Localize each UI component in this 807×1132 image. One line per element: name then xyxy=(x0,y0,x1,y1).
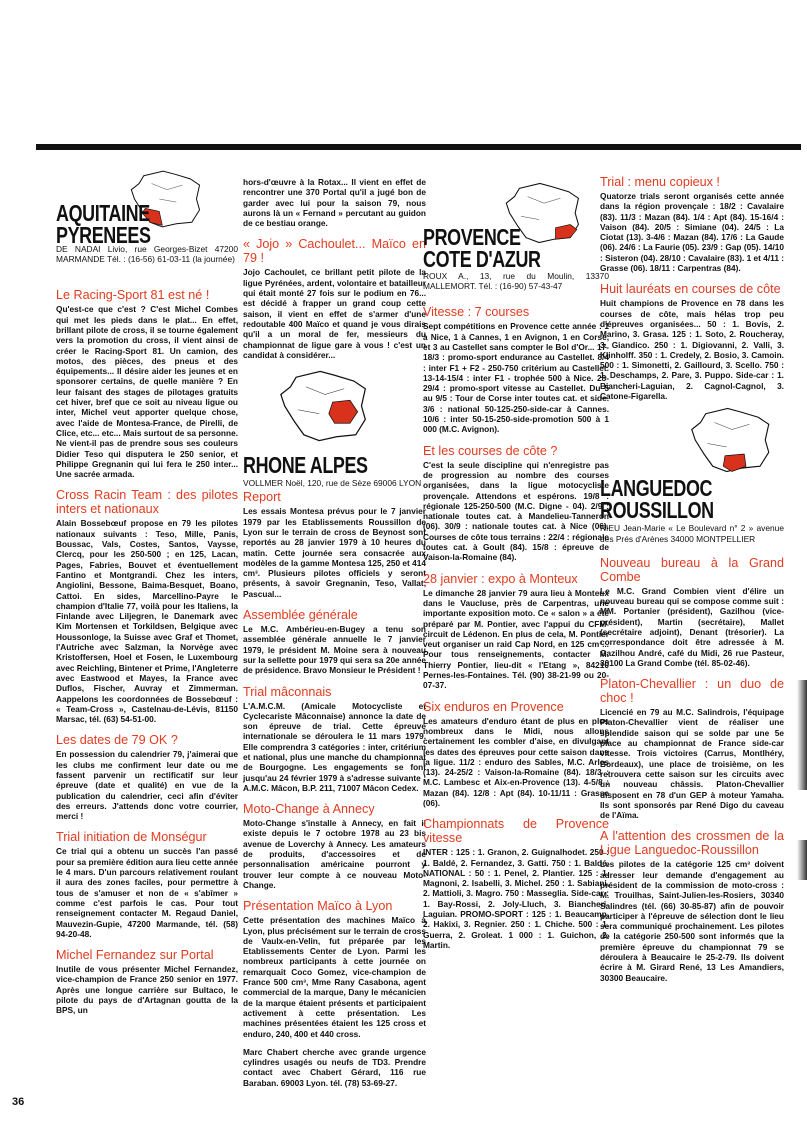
article-body: Le M.C. Ambérieu-en-Bugey a tenu son assemblée générale annuelle le 7 janvier 1979, le président M. Moine sera à nouveau sur la sellette pour 1979 qui sera sa 20e année de présidence. Bravo Monsieur le Président ! xyxy=(243,624,426,676)
article-title: A l'attention des crossmen de la Ligue Languedoc-Roussillon xyxy=(600,829,784,858)
article-title: Les dates de 79 OK ? xyxy=(56,733,178,748)
region-block-provence xyxy=(423,150,609,272)
article-body: Huit champions de Provence en 78 dans les courses de côte, mais hélas trop peu d'épreuves organisées... 50 : 1. Bovis, 2. Marino, 3. Grasa. 125 : 1. Soto, 2. Roucheray, 3. Giandico. 250 : 1. Digiovanni, 2. Valli, 3. Klinholff. 350 : 1. Credely, 2. Bosio, 3. Camoin. 500 : 1. Simonetti, 2. Gaillourd, 3. Scello. 750 : 1. Deschamps, 2. Pare, 3. Puppo. Side-car : 1. Biancheri-Laguian, 2. Cagnol-Cagnol, 3. Catone-Figarella. xyxy=(600,298,784,402)
article-title: Report xyxy=(243,490,281,505)
article-title: Présentation Maïco à Lyon xyxy=(243,899,393,914)
scan-edge-shadow xyxy=(797,840,807,880)
article-title: Championnats de Provence vitesse xyxy=(423,817,609,846)
region-block-rhone-alpes xyxy=(243,366,426,479)
region-contact: DE NADAI Livio, rue Georges-Bizet 47200 MARMANDE Tél. : (16-56) 61-03-11 (la journée) xyxy=(56,244,238,265)
article-body: Alain Bossebœuf propose en 79 les pilotes nationaux suivants : Teso, Mille, Panis, Boussac, Vals, Costes, Santos, Vaysse, Clercq, pour les 250-500 ; en 125, Lacan, Pages, Fabries, Bouvet et éventuellement Fantino et Montgrandi. Chez les inters, Angiolini, Bessone, Baima-Besquet, Boano, Cattoi. En sides, Marcellino-Payre le champion d'Italie 77, voilà pour les Italiens, la Finlande avec Liljegren, le Danemark avec Kim Mortensen et Torkildsen, Belgique avec Houssonloge, la Suisse avec Graf et Thomet, l'Autriche avec Salzman, la Norvège avec Kristoffersen, Hoel et Fosen, le Luxembourg avec Reichling, Bintener et Prime, l'Angleterre avec Eastwood et Mayes, la France avec Duflos, Fischer, Auvray et Zimmerman. Aappelons les coordonnées de Bossebœuf : « Team-Cross », Castelnau-de-Lévis, 81150 Marsac, tél. (63) 54-51-00. xyxy=(56,518,238,725)
column-rhone-alpes xyxy=(243,177,426,1088)
article-body: Inutile de vous présenter Michel Fernandez, vice-champion de France 250 senior en 1977. Après une longue carrière sur Bultaco, le pilote du pays de d'Artagnan goutta de la BPS, un xyxy=(56,964,238,1016)
article-body: Ce trial qui a obtenu un succès l'an passé pour sa première édition aura lieu cette année le 4 mars. D'un parcours relativement roulant il aura des zones faciles, pour permettre à tous de s'amuser et non de « s'abîmer » comme c'est parfois le cas. Pour tout renseignement contacter M. Regaud Daniel, Mauvezin-Gupie, 47200 Marmande, tél. (58) 94-20-48. xyxy=(56,846,238,939)
article-body: Les pilotes de la catégorie 125 cm³ doivent adresser leur demande d'engagement au président de la commission de moto-cross : M. Trouilhas, Saint-Julien-les-Rosiers, 30340 Salindres (tél. (66) 30-85-87) afin de pouvoir participer à l'épreuve de sélection dont le lieu sera communiqué prochainement. Les pilotes de la catégorie 250-500 sont informés que la première épreuve du championnat 79 se déroulera à Beaucaire le 25-2-79. Ils doivent écrire à M. Girard René, 13 Les Amandiers, 30300 Beaucaire. xyxy=(600,859,784,983)
article-body: INTER : 125 : 1. Granon, 2. Guignalhodet. 250 : 1. Baldé, 2. Fernandez, 3. Gatti. 750 : 1. Baldé. NATIONAL : 50 : 1. Penel, 2. Plantier. 125 : 1. Magnoni, 2. Isabelli, 3. Michel. 250 : 1. Sabiani, 2. Mattioli, 3. Magro. 750 : Masseglia. Side-car : 1. Bay-Rossi, 2. Joly-Lluch, 3. Biancheri-Laguian. PROMO-SPORT : 125 : 1. Beaucamp, 2. Hakixi, 3. Regnier. 250 : 1. Chiche. 500 : 1. Guerra, 2. Groleat. 1 000 : 1. Guichon, 2. Martin. xyxy=(423,847,609,950)
article-title: « Jojo » Cachoulet... Maïco en 79 ! xyxy=(243,237,426,266)
region-title: RHONE ALPES xyxy=(243,452,368,479)
article-body: Le M.C. Grand Combien vient d'élire un nouveau bureau qui se compose comme suit : MM. Portanier (président), Gazilhou (vice-président), Martin (secrétaire), Mallet (secrétaire adjoint), Denant (trésorier). La correspondance doit être adressée à M. Gazilhou André, café du Midi, 26 rue Pasteur, 30100 La Grand Combe (tél. 85-02-46). xyxy=(600,585,784,668)
article-body: Les essais Montesa prévus pour le 7 janvier 1979 par les Etablissements Roussillon de Lyon sur le terrain de cross de Beynost sont reportés au 28 janvier 1979 à 10 heures du matin. Cette journée sera consacrée aux modèles de la gamme Montesa 125, 250 et 414 cm³. Plusieurs pilotes officiels y seront présents, à savoir Gregnanin, Teso, Vallat, Pascual... xyxy=(243,506,426,599)
france-map-icon xyxy=(277,366,373,446)
region-contact: RIEU Jean-Marie « Le Boulevard n° 2 » avenue des Prés d'Arènes 34000 MONTPELLIER xyxy=(600,523,784,544)
france-map-icon xyxy=(688,405,776,475)
region-contact: VOLLMER Noël, 120, rue de Sèze 69006 LYON xyxy=(243,478,422,489)
article-body: Sept compétitions en Provence cette année : 1 à Nice, 1 à Cannes, 1 en Avignon, 1 en Corse, et 3 au Castellet sans compter le Bol d'Or... 17-18/3 : promo-sport endurance au Castellet. 8/4 : inter F1 + F2 - 250-750 critérium au Castellet. 13-14-15/4 : inter F1 - trophée 500 à Nice. 28-29/4 : promo-sport vitesse au Castellet. Du 5 au 9/5 : Tour de Corse inter toutes cat. et side. 3/6 : national 50-125-250-side-car à Cannes. 10/6 : inter 50-15-250-side-promotion 500 à 1 000 (M.C. Avignon). xyxy=(423,321,609,435)
article-title: Trial : menu copieux ! xyxy=(600,175,720,189)
region-title: ROUSSILLON xyxy=(600,497,714,524)
article-title: Et les courses de côte ? xyxy=(423,443,558,458)
region-title: AQUITAINE xyxy=(56,200,150,226)
article-title: Assemblée générale xyxy=(243,608,358,623)
article-body: Le dimanche 28 janvier 79 aura lieu à Monteux dans le Vaucluse, près de Carpentras, une importante exposition moto. Ce « salon » a été préparé par M. Pontier, avec l'appui du CFM-circuit de Lédenon. En plus de cela, M. Pontier veut organiser un raid Cap Nord, en 125 cm³... Pour tous renseignements, contacter M. Thierry Pontier, lieu-dit « l'Etang », 84210 Pernes-les-Fontaines. Tél. (90) 38-21-99 ou 20-07-37. xyxy=(423,587,609,691)
classified-notice: Marc Chabert cherche avec grande urgence cylindres usagés ou neufs de TD3. Prendre contact avec Chabert Gérard, 116 rue Baraban. 69003 Lyon. tél. (78) 53-69-27. xyxy=(243,1046,426,1088)
article-title: Le Racing-Sport 81 est né ! xyxy=(56,288,210,303)
article-body: Licencié en 79 au M.C. Salindrois, l'équipage Platon-Chevallier vient de réaliser une splendide saison qui se solde par une 5e place au championnat de France side-car vitesse. Trois victoires (Carrus, Montlhéry, Bordeaux), une place de troisième, on les retrouvera cette saison sur les circuits avec un nouveau châssis. Platon-Chevallier disposent en 78 d'un GEP à moteur Yamaha. Ils sont sponsorés par René Digo du caveau de l'Aïma. xyxy=(600,707,784,821)
column-aquitaine xyxy=(56,150,238,1016)
scan-edge-shadow xyxy=(797,680,807,790)
page-top-margin xyxy=(0,0,807,145)
article-title: Nouveau bureau à la Grand Combe xyxy=(600,555,784,584)
region-title: PROVENCE xyxy=(423,224,521,250)
region-title: PYRENEES xyxy=(56,222,151,248)
article-title: Huit lauréats en courses de côte xyxy=(600,282,781,297)
article-body: Qu'est-ce que c'est ? C'est Michel Combes qui met les pieds dans le plat... En effet, brillant pilote de cross, il se tourne également vers la promotion du cross, il vient ainsi de créer le Racing-Sport 81. Un camion, des motos, des pièces, des pneus et des équipements... Il désire aider les jeunes et en sponsorer certains, de quelle manière ? En leur faisant des stages de pilotages gratuits cet hiver, bref que ce soit au niveau ligue ou inter, Michel veut apporter quelque chose, avec l'aide de Montesa-France, de Pirelli, de Clice, etc... etc... Mais surtout de sa personne. Ne vient-il pas de prendre sous ses couleurs Didier Teso qui disputera le 250 senior, et Philippe Gregnanin qui lui fera le 250 inter... Une sacrée armada. xyxy=(56,304,238,480)
column-provence xyxy=(423,150,609,950)
article-body: Quatorze trials seront organisés cette année dans la région provençale : 18/2 : Cavalaire (83). 11/3 : Mazan (84). 1/4 : Apt (84). 15-16/4 : Vaison (84). 20/5 : Simiane (04). 24/5 : La Ciotat (13). 3-4/6 : Mazan (84). 17/6 : La Gaude (06). 24/6 : La Faurie (05). 23/9 : Gap (05). 14/10 : Sisteron (04). 28/10 : Cavalaire (83). 1 et 4/11 : Grasse (06). 18/11 : Carpentras (84). xyxy=(600,191,785,274)
article-title: Vitesse : 7 courses xyxy=(423,305,530,320)
article-body: Jojo Cachoulet, ce brillant petit pilote de la ligue Pyrénées, ardent, volontaire et batailleur qui était monté 27 fois sur le podium en 76... est décidé à frapper un grand coup cette saison, il vient en effet de s'armer d'une redoutable 400 Maïco et quand je vous dirais qu'il a un moral de fer, messieurs du championnat de ligue gare à vous ! c'est un candidat à considérer... xyxy=(243,267,426,360)
article-title: Trial initiation de Monségur xyxy=(56,830,207,845)
article-continuation: hors-d'œuvre à la Rotax... Il vient en effet de rencontrer une 370 Portal qu'il a jugé bon de garder avec lui pour la saison 79, nous aurons là un « Fernand » percutant au guidon de ce bestiau orange. xyxy=(243,177,426,229)
article-body: C'est la seule discipline qui n'enregistre pas de progression au nombre des courses organisées, dans la ligue motocycliste provençale. Attendons et espérons. 19/8 : régionale 125-250-500 (M.C. Digne - 04). 2/9 : nationale toutes cat. à Mandelieu-Tanneron (06). 30/9 : nationale toutes cat. à Nice (06). Courses de côte tous terrains : 22/4 : régionale toutes cat. à Goult (84). 15/8 : épreuve de Vaison-la-Romaine (84). xyxy=(423,459,609,563)
article-title: Cross Racin Team : des pilotes inters et nationaux xyxy=(56,488,238,517)
article-body: Cette présentation des machines Maïco à Lyon, plus précisément sur le terrain de cross de Vaulx-en-Velin, fut préparée par les Etablissements Center de Lyon. Parmi les nombreux participants à cette journée on remarquait Coco Gomez, vice-champion de France 500 cm³, Mme Rany Casabona, agent commercial de la marque, Dany le mécanicien de la marque étaient présents et participaient activement à cette présentation. Les machines présentées étaient les 125 cross et enduro, 240, 400 et 440 cross. xyxy=(243,915,426,1039)
article-body: Moto-Change s'installe à Annecy, en fait il existe depuis le 7 octobre 1978 au 23 bis avenue de Loverchy à Annecy. Les amateurs de produits, d'accessoires et de personnalisation américaine pourront y trouver leur compte à ce nouveau Moto-Change. xyxy=(243,818,426,890)
article-title: 28 janvier : expo à Monteux xyxy=(423,571,578,586)
page-number: 36 xyxy=(12,1096,25,1108)
article-title: Platon-Chevallier : un duo de choc ! xyxy=(600,677,784,706)
article-title: Moto-Change à Annecy xyxy=(243,802,375,817)
article-body: Les amateurs d'enduro étant de plus en plus nombreux dans le Midi, nous allons certainement les combler d'aise, en divulgant les dates des épreuves pour cette saison dans la ligue. 11/2 : enduro des Sables, M.C. Arles (13). 24-25/2 : Vaison-la-Romaine (84). 18/3 : M.C. Lambesc et Aix-en-Provence (13). 4-5/8 : Mazan (84). 12/8 : Apt (84). 10-11/11 : Grasse (06). xyxy=(423,715,609,808)
article-title: Six enduros en Provence xyxy=(423,699,564,714)
article-body: L'A.M.C.M. (Amicale Motocycliste et Cyclecariste Mâconnaise) annonce la date de son épreuve de trial. Cette épreuve internationale se déroulera le 11 mars 1979. Elle comprendra 3 catégories : inter, critérium et national, plus une manche du championnat de Bourgogne. Les engagements se font jusqu'au 24 février 1979 à s'adresse suivante : A.M.C. Mâcon, B.P. 211, 71007 Mâcon Cedex. xyxy=(243,700,426,793)
region-title: COTE D'AZUR xyxy=(423,246,541,272)
region-block-languedoc xyxy=(600,405,784,524)
article-body: En possession du calendrier 79, j'aimerai que les clubs me confirment leur date ou me fassent parvenir un rectificatif sur leur épreuve (date et qualité) en vue de la publication du calendrier, ceci afin d'éviter des erreurs. J'attends donc votre courrier, merci ! xyxy=(56,749,238,822)
column-languedoc xyxy=(600,175,784,983)
region-contact: ROUX A., 13, rue du Moulin, 13370 MALLEMORT. Tél. : (16-90) 57-43-47 xyxy=(423,271,609,292)
region-title: LANGUEDOC xyxy=(600,475,713,502)
article-title: Trial mâconnais xyxy=(243,684,332,699)
region-block-aquitaine xyxy=(56,150,238,248)
article-title: Michel Fernandez sur Portal xyxy=(56,948,214,963)
